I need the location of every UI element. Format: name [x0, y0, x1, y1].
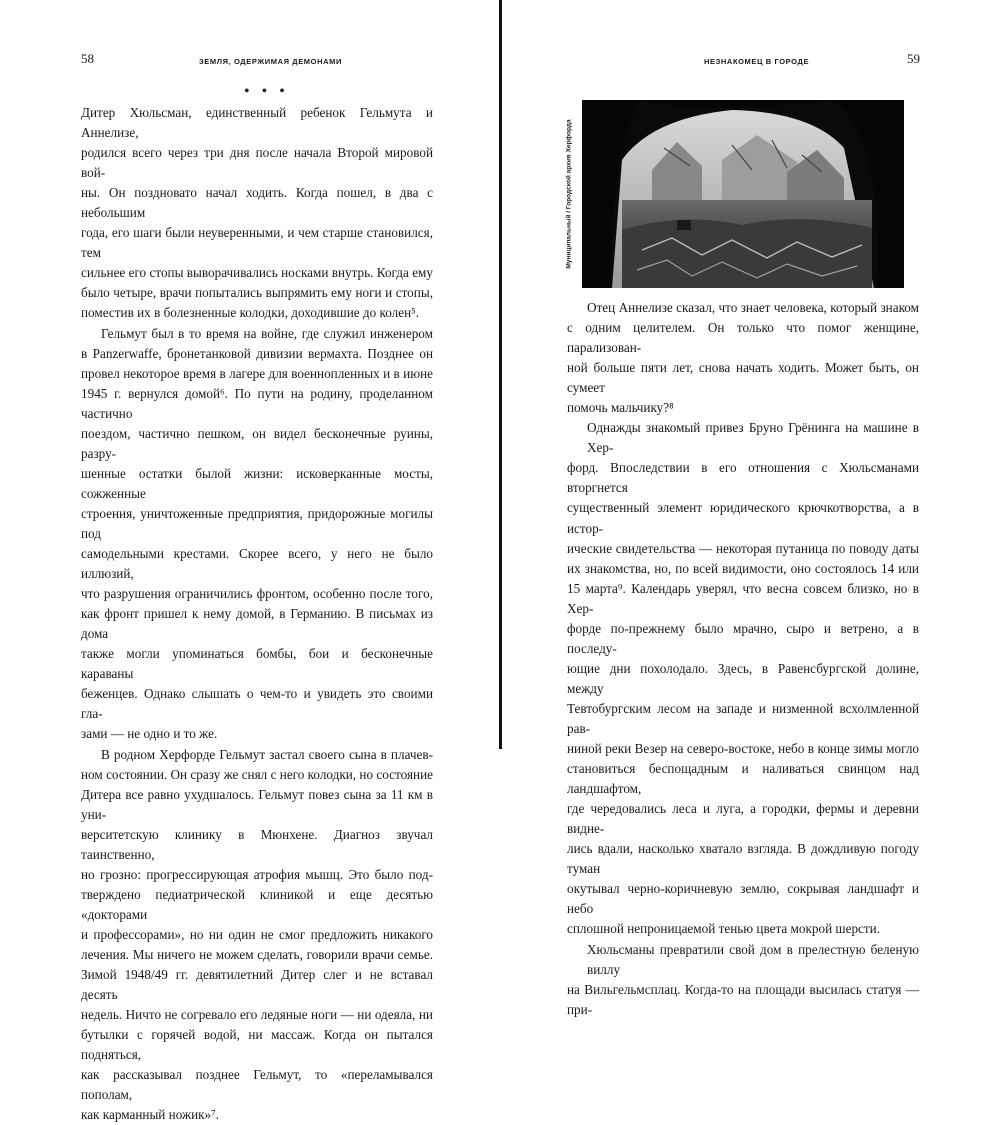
photo-credit-text: Муниципальный / Городской архив Херфорда — [565, 119, 573, 269]
text-line: как рассказывал позднее Гельмут, то «переламывался пополам, — [81, 1067, 433, 1103]
text-line: Хюльсманы превратили свой дом в прелестную беленую виллу — [587, 941, 919, 977]
text-line: сильнее его стопы выворачивались носками внутрь. Когда ему — [81, 265, 433, 281]
text-line: недель. Ничто не согревало его ледяные ноги — ни одеяла, ни — [81, 1007, 433, 1023]
text-line: ны. Он поздновато начал ходить. Когда пошел, в два с небольшим — [81, 185, 433, 221]
text-line: ном состоянии. Он сразу же снял с него колодки, но состояние — [81, 766, 433, 782]
photo-credit — [560, 100, 578, 288]
text-line: бутылки с горячей водой, ни массаж. Когда он пытался подняться, — [81, 1027, 433, 1063]
text-line: также могли упоминаться бомбы, бои и бесконечные караваны — [81, 646, 433, 682]
text-line: окутывал черно-коричневую землю, сокрывая ландшафт и небо — [567, 881, 919, 917]
text-line: Однажды знакомый привез Бруно Грёнинга на машине в Хер- — [587, 420, 919, 456]
text-line: В родном Херфорде Гельмут застал своего сына в плачев- — [101, 746, 433, 762]
running-head-left: ЗЕМЛЯ, ОДЕРЖИМАЯ ДЕМОНАМИ — [199, 57, 342, 66]
text-line: зами — не одно и то же. — [81, 726, 218, 742]
text-line: года, его шаги были неуверенными, и чем старше становился, тем — [81, 225, 433, 261]
text-line: Гельмут был в то время на войне, где служил инженером — [101, 325, 433, 341]
text-line: ющие дни похолодало. Здесь, в Равенсбургской долине, между — [567, 660, 919, 696]
text-line: и профессорами», но ни один не смог предложить никакого — [81, 926, 433, 942]
text-line: 15 марта⁹. Календарь уверял, что весна совсем близко, но в Хер- — [567, 580, 919, 616]
text-line: ной больше пяти лет, снова начать ходить. Может быть, он сумеет — [567, 360, 919, 396]
text-line: 1945 г. вернулся домой⁶. По пути на родину, проделанном частично — [81, 385, 433, 421]
text-line: шенные остатки былой жизни: исковерканные мосты, сожженные — [81, 465, 433, 501]
left-body-text — [81, 103, 433, 1125]
text-line: помочь мальчику?⁸ — [567, 400, 674, 416]
text-line: где чередовались леса и луга, а городки, фермы и деревни видне- — [567, 801, 919, 837]
text-line: как карманный ножик»⁷. — [81, 1107, 220, 1123]
text-line: самодельными крестами. Скорее всего, у него не было иллюзий, — [81, 546, 433, 582]
right-body-text — [567, 298, 919, 1020]
page-number-left: 58 — [81, 51, 94, 66]
text-line: их знакомства, но, по всей видимости, оно состоялось 14 или — [567, 560, 919, 576]
running-head-right: НЕЗНАКОМЕЦ В ГОРОДЕ — [704, 57, 810, 66]
text-line: поездом, частично пешком, он видел бесконечные руины, разру- — [81, 425, 433, 461]
page-number-right: 59 — [907, 51, 920, 66]
text-line: верситетскую клинику в Мюнхене. Диагноз звучал таинственно, — [81, 826, 433, 862]
text-line: Зимой 1948/49 гг. девятилетний Дитер слег и не вставал десять — [81, 967, 433, 1003]
text-line: становиться беспощадным и наливаться свинцом над ландшафтом, — [567, 761, 919, 797]
text-line: с одним целителем. Он только что помог женщине, парализован- — [567, 320, 919, 356]
text-line: поместив их в болезненные колодки, доходившие до колен⁵. — [81, 305, 420, 321]
text-line: на Вильгельмсплац. Когда-то на площади высилась статуя — при- — [567, 981, 919, 1017]
text-line: лечения. Мы ничего не можем сделать, говорили врачи семье. — [81, 946, 433, 962]
text-line: родился всего через три дня после начала Второй мировой вой- — [81, 145, 433, 181]
ruins-photo-graphic — [582, 100, 904, 288]
left-page — [0, 0, 499, 1123]
text-line: ниной реки Везер на северо-востоке, небо в конце зимы могло — [567, 741, 919, 757]
text-line: форде по-прежнему было мрачно, сыро и ветрено, а в последу- — [567, 620, 919, 656]
text-line: как фронт пришел к нему домой, в Германию. В письмах из дома — [81, 606, 433, 642]
text-line: Дитера все равно ухудшалось. Гельмут повез сына за 11 км в уни- — [81, 786, 433, 822]
text-line: форд. Впоследствии в его отношения с Хюльсманами вторгнется — [567, 460, 919, 496]
text-line: ические свидетельства — некоторая путаница по поводу даты — [567, 540, 919, 556]
text-line: лись вдали, насколько хватало взгляда. В дождливую погоду туман — [567, 841, 919, 877]
section-break: • • • — [244, 83, 289, 100]
text-line: в Panzerwaffe, бронетанковой дивизии вермахта. Позднее он — [81, 345, 433, 361]
text-line: строения, уничтоженные предприятия, придорожные могилы под — [81, 505, 433, 541]
text-line: Дитер Хюльсман, единственный ребенок Гельмута и Аннелизе, — [81, 105, 433, 141]
text-line: беженцев. Однако слышать о чем-то и увидеть это своими гла- — [81, 686, 433, 722]
text-line: сплошной непроницаемой тенью цвета мокрой шерсти. — [567, 921, 881, 937]
text-line: Отец Аннелизе сказал, что знает человека, который знаком — [587, 300, 919, 315]
text-line: было четыре, врачи попытались выпрямить ему ноги и стопы, — [81, 285, 433, 301]
text-line: Тевтобургским лесом на западе и низменной всхолмленной рав- — [567, 700, 919, 736]
text-line: существенный элемент юридического крючкотворства, а в истор- — [567, 500, 919, 536]
text-line: провел некоторое время в лагере для военнопленных и в июне — [81, 365, 433, 381]
text-line: что разрушения ограничились фронтом, особенно после того, — [81, 586, 433, 602]
ruins-photo — [582, 100, 904, 288]
text-line: тверждено педиатрической клиникой и еще десятью «докторами — [81, 886, 433, 922]
text-line: но грозно: прогрессирующая атрофия мышц. Это было под- — [81, 866, 433, 882]
